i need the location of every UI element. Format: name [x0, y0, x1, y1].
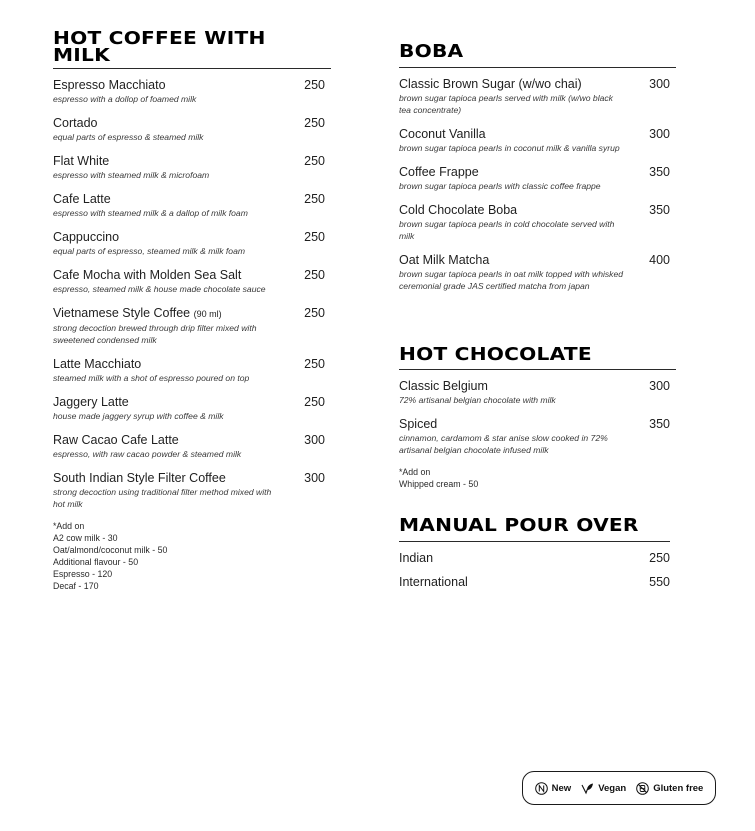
item-name: South Indian Style Filter Coffee — [53, 471, 226, 485]
legend-label: Gluten free — [653, 782, 704, 794]
item-name: Coconut Vanilla — [399, 127, 486, 141]
item-price: 250 — [304, 116, 325, 130]
item-price: 250 — [304, 192, 325, 206]
divider — [53, 68, 331, 69]
menu-item — [399, 253, 676, 292]
menu-item — [53, 471, 331, 510]
item-price: 250 — [304, 268, 325, 282]
item-name: Classic Belgium — [399, 379, 488, 393]
item-desc: strong decoction using traditional filter method mixed with hot milk — [53, 487, 272, 509]
item-price: 250 — [649, 551, 670, 565]
section-title: BOBA — [399, 41, 464, 62]
addon-item: Additional flavour - 50 — [53, 557, 139, 567]
divider — [399, 541, 670, 542]
item-desc: strong decoction brewed through drip filter mixed with sweetened condensed milk — [53, 323, 257, 345]
item-name: Raw Cacao Cafe Latte — [53, 433, 179, 447]
addon-item: Oat/almond/coconut milk - 50 — [53, 545, 168, 555]
dietary-legend — [522, 771, 716, 805]
menu-item — [53, 433, 331, 460]
section-title-text: HOT COFFEE WITH MILK — [53, 28, 266, 66]
item-name-row — [53, 306, 331, 321]
menu-item — [399, 203, 676, 242]
item-desc: house made jaggery syrup with coffee & milk — [53, 411, 224, 421]
item-name: Cold Chocolate Boba — [399, 203, 518, 217]
addon-heading: *Add on — [399, 467, 431, 477]
item-desc: espresso, steamed milk & house made chocolate sauce — [53, 284, 266, 294]
legend-label: Vegan — [598, 782, 627, 794]
item-price: 250 — [304, 78, 325, 92]
item-desc: equal parts of espresso, steamed milk & milk foam — [53, 246, 246, 256]
item-price: 250 — [304, 230, 325, 244]
menu-item — [53, 395, 331, 422]
item-name: Cortado — [53, 116, 98, 130]
menu-item — [53, 78, 331, 105]
item-price: 400 — [649, 253, 670, 267]
item-price: 550 — [649, 575, 670, 589]
addon-item: Decaf - 170 — [53, 581, 99, 591]
item-desc: brown sugar tapioca pearls with classic coffee frappe — [399, 181, 601, 191]
item-name: Flat White — [53, 154, 110, 168]
menu-item — [53, 230, 331, 257]
item-desc: brown sugar tapioca pearls in coconut milk & vanilla syrup — [399, 143, 620, 153]
pour-over-section — [399, 515, 676, 600]
item-price: 250 — [304, 306, 325, 320]
item-name: Cafe Mocha with Molden Sea Salt — [53, 268, 242, 282]
menu-item — [53, 357, 331, 384]
menu-item — [53, 268, 331, 295]
item-desc: cinnamon, cardamom & star anise slow cooked in 72% artisanal belgian chocolate infused milk — [399, 433, 608, 455]
item-volume: (90 ml) — [193, 309, 222, 319]
new-icon — [535, 782, 548, 795]
addon-list — [399, 466, 676, 490]
boba-section — [399, 41, 676, 303]
item-price: 350 — [649, 417, 670, 431]
gluten-free-icon — [636, 782, 649, 795]
addon-item: Whipped cream - 50 — [399, 479, 479, 489]
item-desc: brown sugar tapioca pearls in oat milk topped with whisked ceremonial grade JAS certified matcha from japan — [399, 269, 624, 291]
vegan-leaf-icon — [581, 782, 594, 795]
hot-coffee-section — [53, 30, 331, 592]
hot-chocolate-section — [399, 344, 676, 490]
section-title: HOT CHOCOLATE — [399, 344, 592, 365]
legend-item-vegan — [581, 782, 626, 795]
item-name: Espresso Macchiato — [53, 78, 166, 92]
menu-item — [399, 417, 676, 456]
item-desc: equal parts of espresso & steamed milk — [53, 132, 204, 142]
item-desc: espresso, with raw cacao powder & steamed milk — [53, 449, 242, 459]
menu-item — [399, 575, 676, 589]
section-title — [53, 30, 266, 64]
item-price: 350 — [649, 165, 670, 179]
item-price: 300 — [649, 379, 670, 393]
item-price: 300 — [649, 127, 670, 141]
item-price: 250 — [304, 154, 325, 168]
menu-item — [53, 306, 331, 346]
menu-item — [399, 127, 676, 154]
item-price: 250 — [304, 395, 325, 409]
menu-item — [399, 551, 676, 565]
addon-item: Espresso - 120 — [53, 569, 113, 579]
item-price: 350 — [649, 203, 670, 217]
item-price: 300 — [649, 77, 670, 91]
item-name: Spiced — [399, 417, 438, 431]
menu-item — [53, 116, 331, 143]
item-name: Cappuccino — [53, 230, 120, 244]
item-name: Latte Macchiato — [53, 357, 142, 371]
addon-heading: *Add on — [53, 521, 85, 531]
item-name: Cafe Latte — [53, 192, 111, 206]
item-desc: espresso with steamed milk & a dallop of milk foam — [53, 208, 248, 218]
item-name: Oat Milk Matcha — [399, 253, 490, 267]
item-price: 300 — [304, 433, 325, 447]
item-desc: brown sugar tapioca pearls in cold chocolate served with milk — [399, 219, 615, 241]
addon-list — [53, 520, 331, 592]
item-name: Indian — [399, 551, 434, 565]
menu-item — [399, 379, 676, 406]
menu-item — [53, 154, 331, 181]
item-price: 300 — [304, 471, 325, 485]
divider — [399, 369, 676, 370]
item-desc: 72% artisanal belgian chocolate with milk — [399, 395, 556, 405]
item-desc: steamed milk with a shot of espresso poured on top — [53, 373, 250, 383]
item-name: International — [399, 575, 468, 589]
item-name: Vietnamese Style Coffee — [53, 306, 191, 320]
item-price: 250 — [304, 357, 325, 371]
addon-item: A2 cow milk - 30 — [53, 533, 118, 543]
menu-item — [399, 165, 676, 192]
menu-item — [53, 192, 331, 219]
legend-item-new — [535, 782, 572, 795]
item-name: Classic Brown Sugar (w/wo chai) — [399, 77, 582, 91]
item-desc: espresso with steamed milk & microfoam — [53, 170, 210, 180]
section-title: MANUAL POUR OVER — [399, 515, 639, 536]
divider — [399, 67, 676, 68]
item-name: Jaggery Latte — [53, 395, 129, 409]
item-name: Coffee Frappe — [399, 165, 479, 179]
item-desc: brown sugar tapioca pearls served with milk (w/wo black tea concentrate) — [399, 93, 613, 115]
menu-item — [399, 77, 676, 116]
item-desc: espresso with a dollop of foamed milk — [53, 94, 197, 104]
legend-item-gluten-free — [636, 782, 703, 795]
legend-label: New — [551, 782, 572, 794]
